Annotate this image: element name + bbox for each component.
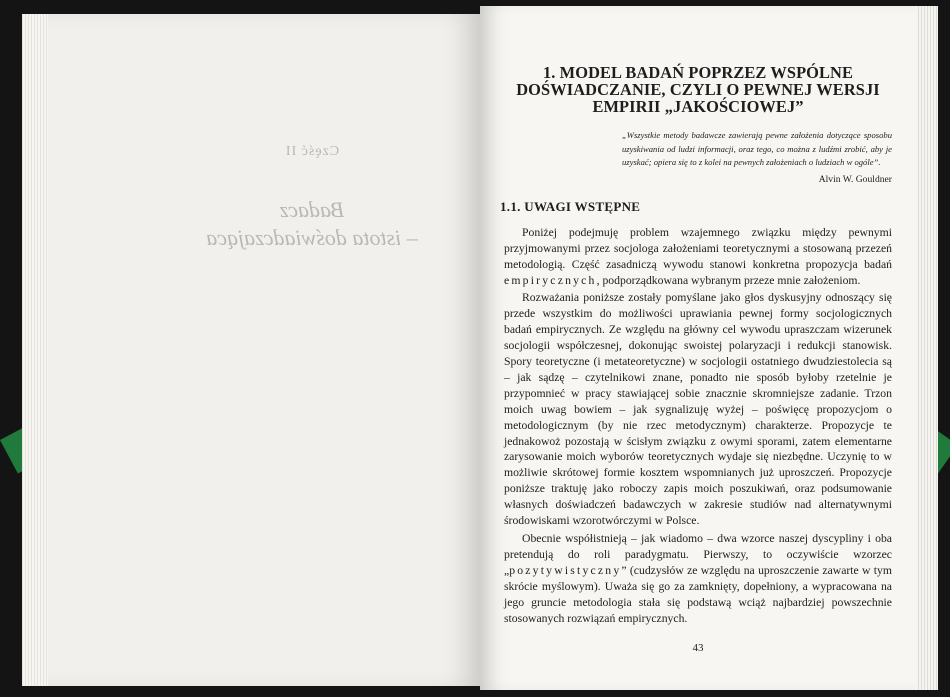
page-edge bbox=[916, 6, 938, 690]
show-through-text bbox=[172, 144, 452, 252]
paragraph-text: Rozważania poniższe zostały pomyślane jako głos dyskusyjny odnoszący się przede wszystkim do możliwości uprawiania pewnej formy socjologicznych badań empirycznych. Ze względu na główny cel wywodu upraszczam wizerunek socjologii współczesnej, dokonując swoistej polaryzacji i redukcji stanowisk. Spory teoretyczne (i metateoretyczne) w socjologii ostatniego dwudziestolecia są – jak sądzę – czytelnikowi znane, ponadto nie sposób byłoby rzetelnie je przypomnieć w pracy stawiającej sobie znacznie skromniejsze zadanie. Trzon moich uwag bowiem – jak sygnalizuję wyżej – poświęcę propozycjom o metodologicznym (by nie rzec metodycznym) charakterze. Propozycje te jednakowoż pozostają w ścisłym związku z owymi sporami, zatem elementarne zarysowanie moich wyborów teoretycznych wydaje się niezbędne. Uczynię to w możliwie skrótowej formie kosztem wspomnianych już uproszczeń. Propozycje poniższe traktuję jako roboczy zapis moich poszukiwań, oraz podsumowanie własnych doświadczeń badawczych w zakresie studiów nad alternatywnymi środowiskami wzorotwórczymi w Polsce. bbox=[504, 291, 892, 528]
paragraph-text: Obecnie współistnieją – jak wiadomo – dwa wzorce naszej dyscypliny i oba pretendują do roli paradygmatu. Pierwszy, to oczywiście wzorzec „ bbox=[504, 532, 892, 577]
part-title-line: – istota doświadczająca bbox=[206, 225, 418, 250]
page-number: 43 bbox=[692, 642, 704, 654]
right-page bbox=[480, 6, 938, 690]
page-edge bbox=[22, 14, 48, 686]
paragraph-text: , podporządkowana wybranym przeze mnie założeniom. bbox=[596, 273, 861, 287]
paragraph bbox=[504, 225, 892, 289]
page-content bbox=[500, 63, 892, 654]
epigraph: „Wszystkie metody badawcze zawierają pewne założenia dotyczące sposobu uzyskiwania od ludzi informacji, oraz tego, co można z ludźmi zrobić, aby je uzyskać; opiera się to z kolei na pewnych założeniach o ludziach w ogóle”. bbox=[622, 130, 892, 168]
paragraph bbox=[504, 290, 892, 529]
part-title-line: Badacz bbox=[279, 197, 345, 222]
paragraph-text: Poniżej podejmuję problem wzajemnego związku między pewnymi przyjmowanymi przez socjologa założeniami teoretycznymi a stosowaną przezeń metodologią. Część zasadniczą wywodu stanowi konkretna propozycja badań bbox=[504, 225, 892, 271]
paragraph bbox=[504, 531, 892, 626]
part-label: Część II bbox=[284, 144, 340, 159]
left-page bbox=[22, 14, 480, 686]
open-book bbox=[22, 6, 938, 690]
emphasized-word: empirycznych bbox=[504, 273, 597, 287]
emphasized-word: pozytywistyczny bbox=[509, 563, 622, 577]
part-title bbox=[172, 196, 452, 252]
chapter-title: 1. MODEL BADAŃ POPRZEZ WSPÓLNE DOŚWIADCZANIE, CZYLI O PEWNEJ WERSJI EMPIRII „JAKOŚCIOWEJ” bbox=[516, 63, 880, 116]
epigraph-author: Alvin W. Gouldner bbox=[818, 173, 892, 185]
paragraph-text: ” (cudzysłów ze względu na uproszczenie zawarte w tym skrócie myślowym). Uważa się go za zamknięty, dopełniony, a wypracowana na jego gruncie metodologia stała się podstawą wciąż najbardziej powszechnie stosowanych rozwiązań empirycznych. bbox=[504, 563, 892, 625]
section-heading: 1.1. UWAGI WSTĘPNE bbox=[500, 198, 641, 214]
